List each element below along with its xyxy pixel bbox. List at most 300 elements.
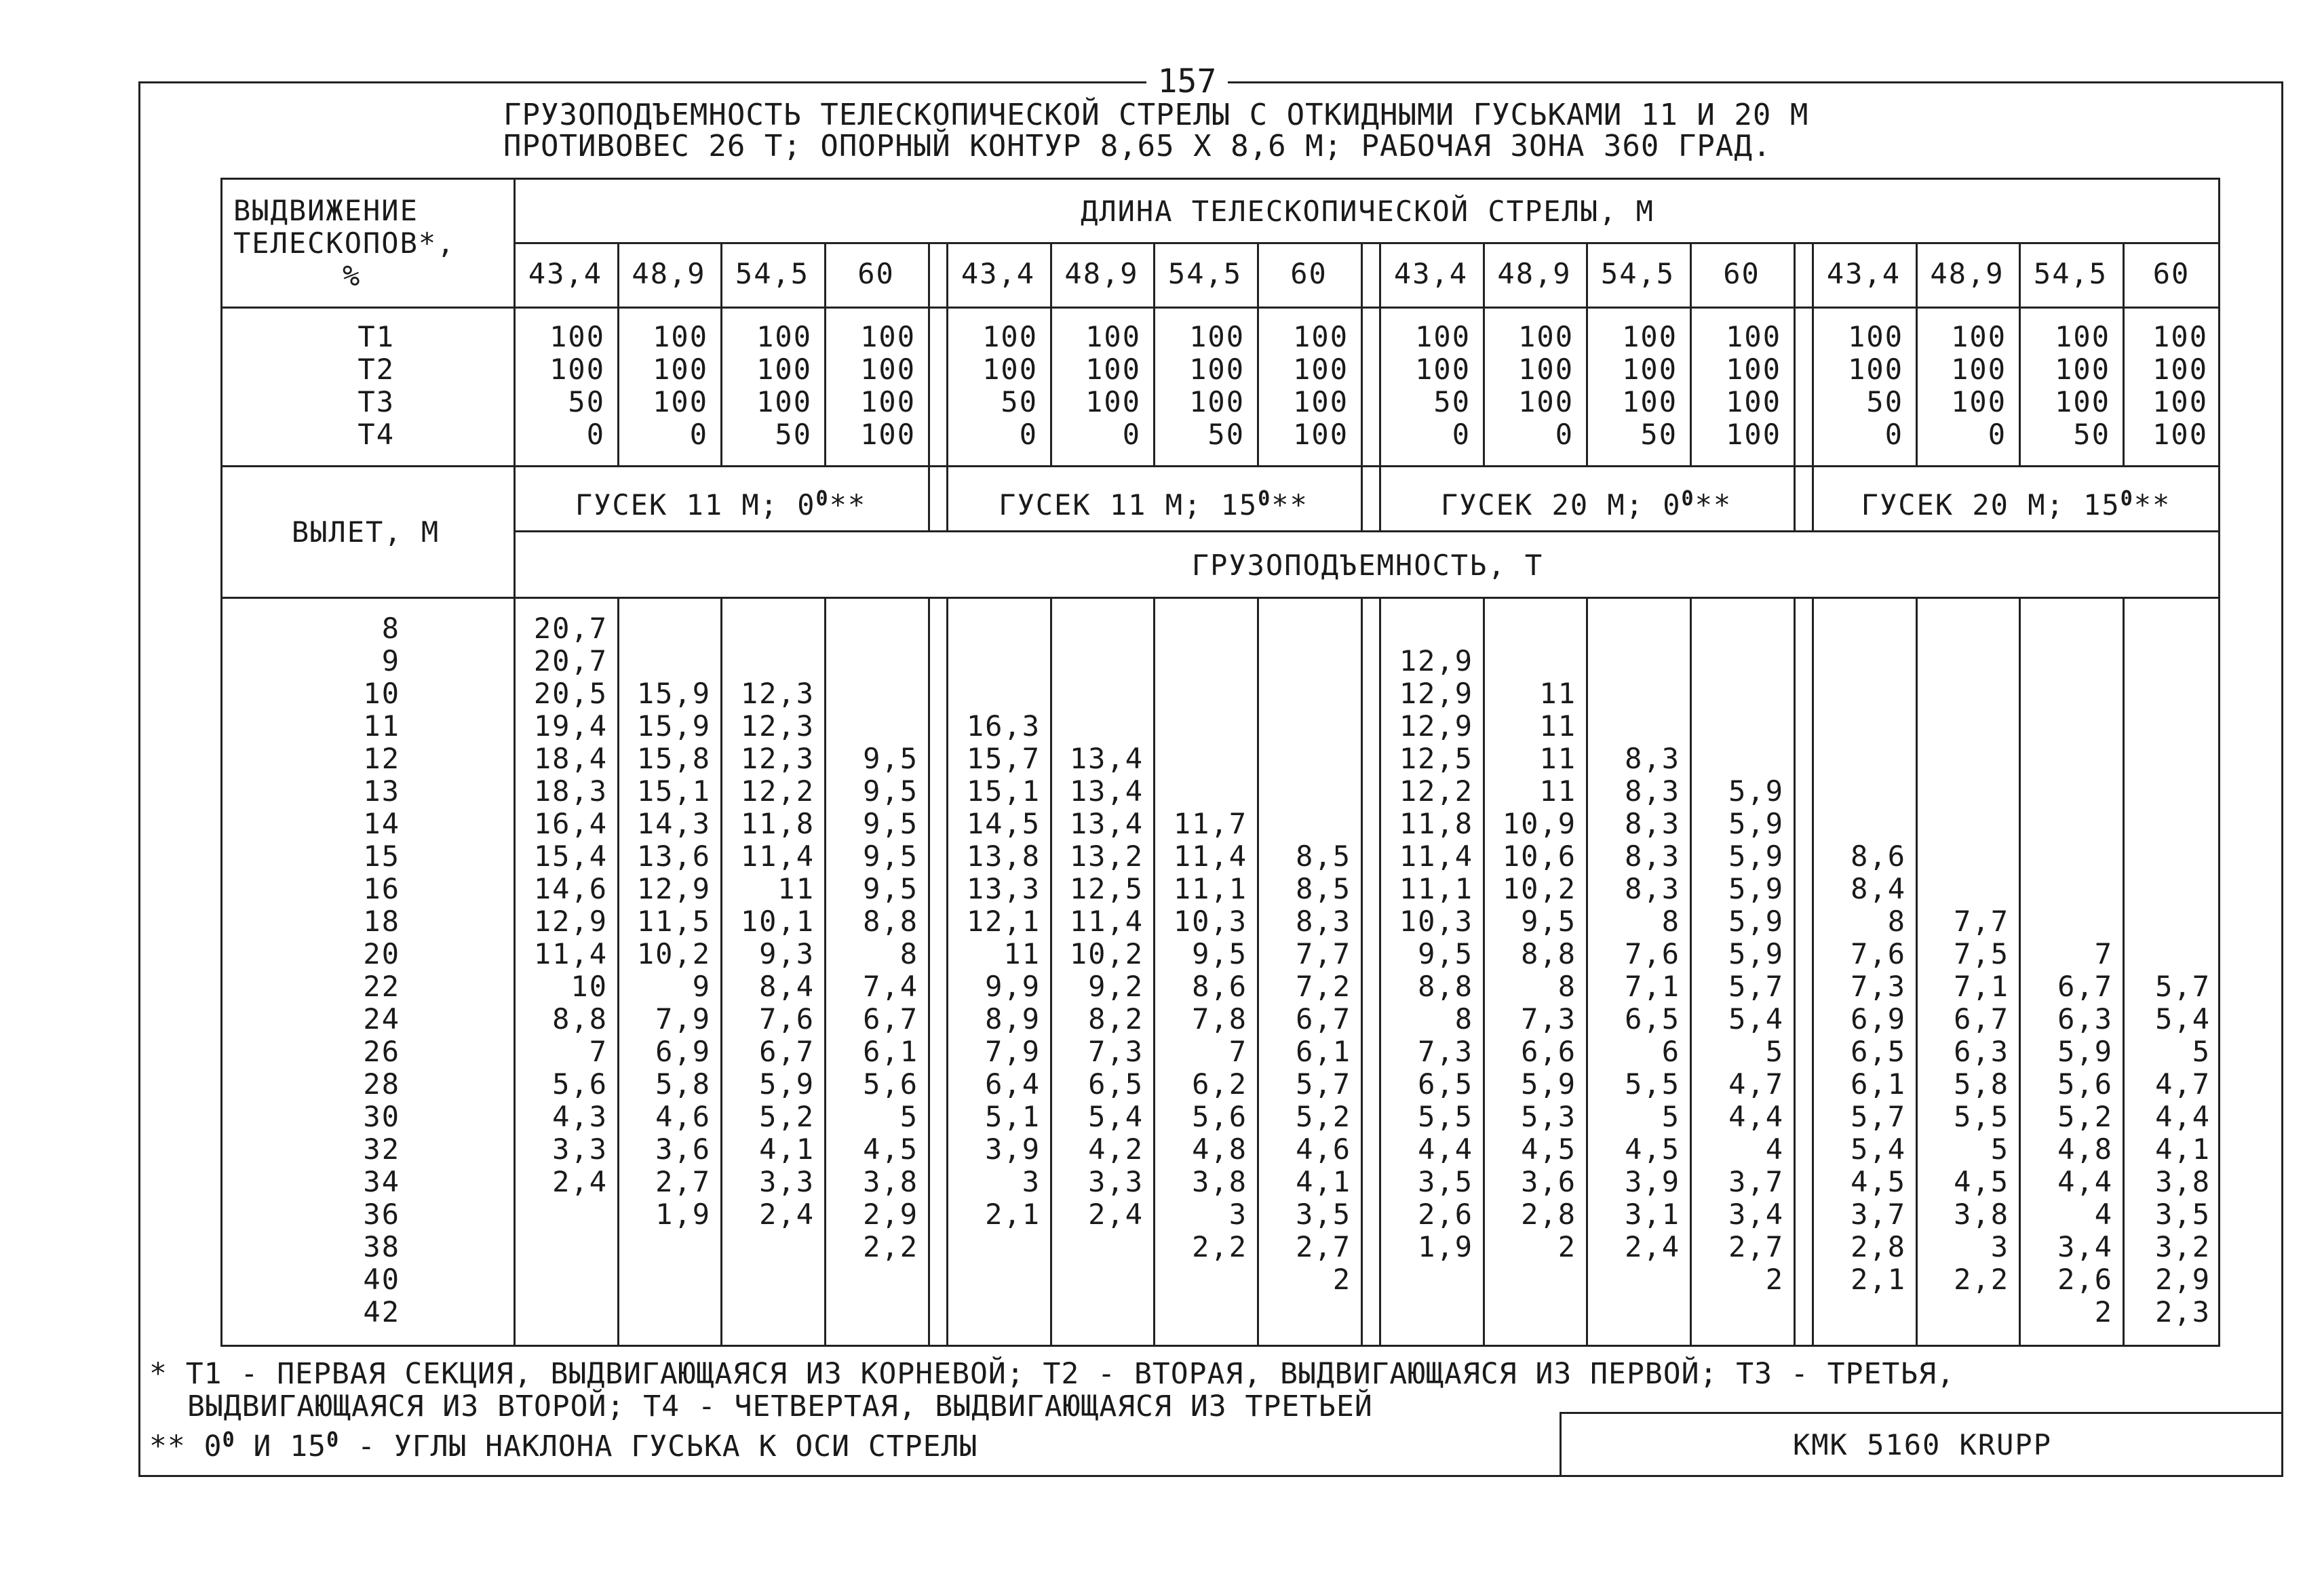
section-extension-value: 0 xyxy=(1555,418,1574,451)
capacity-value: 5 xyxy=(1990,1133,2009,1166)
section-extension-value: 100 xyxy=(2152,320,2208,353)
capacity-value: 5,7 xyxy=(2155,970,2211,1003)
capacity-value: 9,5 xyxy=(1418,937,1473,970)
capacity-value: 5,4 xyxy=(2155,1002,2211,1036)
capacity-value: 2 xyxy=(2094,1295,2113,1328)
capacity-value: 6,7 xyxy=(1954,1002,2009,1036)
capacity-value: 12,9 xyxy=(1399,677,1473,710)
jib-config-text: ГУСЕК 20 М; 15 xyxy=(1861,488,2120,521)
section-extension-value: 100 xyxy=(653,353,708,386)
section-label: T1 xyxy=(357,320,395,353)
section-extension-value: 100 xyxy=(2152,353,2208,386)
capacity-value: 2,7 xyxy=(655,1165,711,1198)
capacity-value: 8,8 xyxy=(863,905,918,938)
capacity-value: 15,8 xyxy=(636,742,711,775)
capacity-value: 5,9 xyxy=(1728,872,1784,905)
capacity-value: 3,1 xyxy=(1625,1198,1680,1231)
capacity-value: 8,8 xyxy=(552,1002,608,1036)
reach-value: 28 xyxy=(363,1067,400,1101)
capacity-value: 6,5 xyxy=(1625,1002,1680,1036)
capacity-value: 5,9 xyxy=(2057,1035,2113,1068)
rule-lengths-bottom xyxy=(220,307,2220,309)
capacity-value: 11,8 xyxy=(1399,807,1473,840)
capacity-value: 2,8 xyxy=(1521,1198,1576,1231)
capacity-value: 5,9 xyxy=(1728,774,1784,808)
capacity-value: 3,3 xyxy=(552,1133,608,1166)
section-extension-value: 100 xyxy=(860,418,916,451)
capacity-value: 6,2 xyxy=(1192,1067,1247,1101)
section-extension-value: 100 xyxy=(2152,385,2208,418)
capacity-value: 3,8 xyxy=(1192,1165,1247,1198)
section-extension-value: 100 xyxy=(756,385,812,418)
capacity-value: 3,6 xyxy=(655,1133,711,1166)
boom-length-header: 48,9 xyxy=(1930,257,2005,290)
section-extension-value: 100 xyxy=(1622,385,1678,418)
capacity-value: 8,8 xyxy=(1521,937,1576,970)
section-extension-value: 50 xyxy=(1001,385,1038,418)
section-extension-value: 100 xyxy=(1293,353,1349,386)
jib-config-text: ГУСЕК 11 М; 15 xyxy=(999,488,1258,521)
capacity-value: 2,4 xyxy=(759,1198,815,1231)
capacity-value: 11,4 xyxy=(1173,840,1247,873)
capacity-value: 18,3 xyxy=(533,774,608,808)
capacity-value: 3,5 xyxy=(2155,1198,2211,1231)
section-extension-value: 100 xyxy=(1726,353,1781,386)
capacity-value: 2,1 xyxy=(985,1198,1041,1231)
capacity-value: 8,3 xyxy=(1625,774,1680,808)
capacity-value: 8 xyxy=(1454,1002,1473,1036)
capacity-value: 5,6 xyxy=(552,1067,608,1101)
footnote-mark: ** xyxy=(2133,488,2171,521)
capacity-value: 15,1 xyxy=(636,774,711,808)
reach-value: 36 xyxy=(363,1198,400,1231)
reach-value: 22 xyxy=(363,970,400,1003)
capacity-value: 4,4 xyxy=(2155,1100,2211,1133)
capacity-value: 5 xyxy=(1765,1035,1784,1068)
header-capacity: ГРУЗОПОДЪЕМНОСТЬ, Т xyxy=(1191,549,1544,582)
capacity-value: 2 xyxy=(1332,1263,1351,1296)
capacity-value: 2,2 xyxy=(1954,1263,2009,1296)
footnote-mark: ** xyxy=(1694,488,1732,521)
section-extension-value: 100 xyxy=(549,320,605,353)
capacity-value: 8 xyxy=(1887,905,1906,938)
section-label: T3 xyxy=(357,385,395,418)
section-extension-value: 100 xyxy=(1951,385,2007,418)
capacity-value: 16,4 xyxy=(533,807,608,840)
section-extension-value: 100 xyxy=(1848,320,1903,353)
capacity-value: 8,9 xyxy=(985,1002,1041,1036)
capacity-value: 19,4 xyxy=(533,709,608,743)
capacity-value: 13,2 xyxy=(1069,840,1144,873)
capacity-value: 6,9 xyxy=(655,1035,711,1068)
section-extension-value: 100 xyxy=(549,353,605,386)
capacity-value: 12,9 xyxy=(1399,644,1473,677)
capacity-value: 6 xyxy=(1661,1035,1680,1068)
reach-value: 24 xyxy=(363,1002,400,1036)
section-extension-value: 100 xyxy=(982,353,1038,386)
capacity-value: 7 xyxy=(2094,937,2113,970)
jib-config-text: ГУСЕК 20 М; 0 xyxy=(1440,488,1682,521)
capacity-value: 2,9 xyxy=(2155,1263,2211,1296)
capacity-value: 2 xyxy=(1765,1263,1784,1296)
reach-value: 26 xyxy=(363,1035,400,1068)
capacity-value: 8,3 xyxy=(1625,840,1680,873)
capacity-value: 15,1 xyxy=(966,774,1041,808)
rule-group-separator xyxy=(928,597,930,1347)
reach-value: 34 xyxy=(363,1165,400,1198)
capacity-value: 9,5 xyxy=(863,742,918,775)
capacity-value: 5,6 xyxy=(2057,1067,2113,1101)
capacity-value: 11,1 xyxy=(1173,872,1247,905)
capacity-value: 3,4 xyxy=(1728,1198,1784,1231)
reach-value: 10 xyxy=(363,677,400,710)
capacity-value: 10,6 xyxy=(1502,840,1576,873)
jib-config-text: ГУСЕК 11 М; 0 xyxy=(575,488,816,521)
capacity-value: 4,5 xyxy=(1521,1133,1576,1166)
rule-lengths-top xyxy=(514,242,2220,244)
capacity-value: 7,7 xyxy=(1296,937,1351,970)
section-extension-value: 100 xyxy=(2152,418,2208,451)
capacity-value: 5,2 xyxy=(1296,1100,1351,1133)
section-extension-value: 100 xyxy=(1415,320,1471,353)
capacity-value: 5 xyxy=(899,1100,918,1133)
capacity-value: 7 xyxy=(1228,1035,1247,1068)
capacity-value: 4,5 xyxy=(863,1133,918,1166)
jib-config-header xyxy=(1812,483,2220,521)
capacity-value: 3,3 xyxy=(759,1165,815,1198)
rule-capacity-bottom xyxy=(220,597,2220,599)
capacity-value: 8,3 xyxy=(1625,872,1680,905)
capacity-value: 13,4 xyxy=(1069,807,1144,840)
section-extension-value: 100 xyxy=(1293,418,1349,451)
capacity-value: 3,3 xyxy=(1088,1165,1144,1198)
section-extension-value: 100 xyxy=(860,385,916,418)
capacity-value: 3 xyxy=(1022,1165,1041,1198)
capacity-value: 5,4 xyxy=(1851,1133,1906,1166)
capacity-value: 7,3 xyxy=(1418,1035,1473,1068)
reach-value: 15 xyxy=(363,840,400,873)
section-extension-value: 50 xyxy=(1207,418,1245,451)
capacity-value: 11 xyxy=(1003,937,1041,970)
rule-group-separator xyxy=(1794,597,1796,1347)
boom-length-header: 43,4 xyxy=(961,257,1036,290)
reach-value: 30 xyxy=(363,1100,400,1133)
capacity-value: 5,7 xyxy=(1296,1067,1351,1101)
rule-jib-bottom xyxy=(514,530,2220,532)
section-extension-value: 100 xyxy=(1518,353,1574,386)
capacity-value: 4,1 xyxy=(2155,1133,2211,1166)
capacity-value: 7,8 xyxy=(1192,1002,1247,1036)
jib-config-header xyxy=(514,483,928,521)
capacity-value: 4,4 xyxy=(2057,1165,2113,1198)
capacity-value: 4,1 xyxy=(1296,1165,1351,1198)
section-extension-value: 0 xyxy=(689,418,708,451)
capacity-value: 8 xyxy=(1557,970,1576,1003)
capacity-value: 3,2 xyxy=(2155,1230,2211,1263)
capacity-value: 2,2 xyxy=(863,1230,918,1263)
capacity-value: 14,6 xyxy=(533,872,608,905)
section-extension-value: 100 xyxy=(1085,385,1141,418)
capacity-value: 4,3 xyxy=(552,1100,608,1133)
capacity-value: 11,8 xyxy=(740,807,815,840)
header-extension-line3: % xyxy=(343,259,362,292)
capacity-value: 7,1 xyxy=(1625,970,1680,1003)
section-extension-value: 50 xyxy=(568,385,605,418)
page-number: 157 xyxy=(1146,62,1228,100)
section-extension-value: 100 xyxy=(1726,320,1781,353)
degree-symbol: 0 xyxy=(1681,487,1695,511)
section-extension-value: 0 xyxy=(1884,418,1903,451)
capacity-value: 13,4 xyxy=(1069,774,1144,808)
capacity-value: 7,1 xyxy=(1954,970,2009,1003)
capacity-value: 12,1 xyxy=(966,905,1041,938)
footnote-2: ВЫДВИГАЮЩАЯСЯ ИЗ ВТОРОЙ; T4 - ЧЕТВЕРТАЯ, ВЫДВИГАЮЩАЯСЯ ИЗ ТРЕТЬЕЙ xyxy=(187,1390,1373,1423)
capacity-value: 5,9 xyxy=(1521,1067,1576,1101)
capacity-value: 3,9 xyxy=(1625,1165,1680,1198)
section-extension-value: 100 xyxy=(653,385,708,418)
capacity-value: 15,9 xyxy=(636,677,711,710)
capacity-value: 5,2 xyxy=(2057,1100,2113,1133)
section-extension-value: 100 xyxy=(1951,353,2007,386)
reach-value: 11 xyxy=(363,709,400,743)
section-extension-value: 100 xyxy=(982,320,1038,353)
rule-group-separator xyxy=(1794,242,1796,530)
capacity-value: 5,4 xyxy=(1728,1002,1784,1036)
capacity-value: 5,9 xyxy=(1728,807,1784,840)
section-extension-value: 100 xyxy=(1518,320,1574,353)
capacity-value: 1,9 xyxy=(1418,1230,1473,1263)
capacity-value: 9,2 xyxy=(1088,970,1144,1003)
capacity-value: 3,4 xyxy=(2057,1230,2113,1263)
capacity-value: 6,1 xyxy=(1851,1067,1906,1101)
reach-value: 42 xyxy=(363,1295,400,1328)
capacity-value: 4,7 xyxy=(2155,1067,2211,1101)
capacity-value: 3,8 xyxy=(1954,1198,2009,1231)
jib-config-header xyxy=(1379,483,1794,521)
capacity-value: 7,2 xyxy=(1296,970,1351,1003)
capacity-value: 16,3 xyxy=(966,709,1041,743)
capacity-value: 6,5 xyxy=(1088,1067,1144,1101)
capacity-value: 4,4 xyxy=(1418,1133,1473,1166)
capacity-value: 13,6 xyxy=(636,840,711,873)
capacity-value: 6,5 xyxy=(1851,1035,1906,1068)
capacity-value: 6,9 xyxy=(1851,1002,1906,1036)
capacity-value: 9,5 xyxy=(1192,937,1247,970)
capacity-value: 5,7 xyxy=(1851,1100,1906,1133)
section-extension-value: 100 xyxy=(1189,320,1245,353)
capacity-value: 12,9 xyxy=(636,872,711,905)
capacity-value: 8,6 xyxy=(1192,970,1247,1003)
capacity-value: 6,1 xyxy=(1296,1035,1351,1068)
section-extension-value: 0 xyxy=(586,418,605,451)
capacity-value: 12,3 xyxy=(740,709,815,743)
capacity-value: 20,7 xyxy=(533,612,608,645)
reach-value: 8 xyxy=(381,612,400,645)
reach-value: 20 xyxy=(363,937,400,970)
section-label: T2 xyxy=(357,353,395,386)
section-extension-value: 100 xyxy=(1622,320,1678,353)
section-extension-value: 50 xyxy=(1640,418,1678,451)
capacity-value: 6,6 xyxy=(1521,1035,1576,1068)
section-extension-value: 50 xyxy=(1433,385,1471,418)
capacity-value: 2,7 xyxy=(1296,1230,1351,1263)
section-extension-value: 0 xyxy=(1988,418,2007,451)
rule-group-separator xyxy=(1361,242,1363,530)
capacity-value: 8,8 xyxy=(1418,970,1473,1003)
capacity-value: 6,5 xyxy=(1418,1067,1473,1101)
section-extension-value: 100 xyxy=(860,320,916,353)
capacity-value: 7,5 xyxy=(1954,937,2009,970)
capacity-value: 13,4 xyxy=(1069,742,1144,775)
capacity-value: 4 xyxy=(1765,1133,1784,1166)
capacity-value: 10,9 xyxy=(1502,807,1576,840)
capacity-value: 8,6 xyxy=(1851,840,1906,873)
capacity-value: 4,8 xyxy=(1192,1133,1247,1166)
boom-length-header: 48,9 xyxy=(1497,257,1572,290)
section-extension-value: 0 xyxy=(1452,418,1471,451)
section-extension-value: 100 xyxy=(2055,353,2110,386)
boom-length-header: 43,4 xyxy=(1826,257,1901,290)
capacity-value: 2,2 xyxy=(1192,1230,1247,1263)
degree-symbol: 0 xyxy=(1258,487,1272,511)
page-title: ГРУЗОПОДЪЕМНОСТЬ ТЕЛЕСКОПИЧЕСКОЙ СТРЕЛЫ С ОТКИДНЫМИ ГУСЬКАМИ 11 И 20 М xyxy=(503,98,1809,132)
page-subtitle: ПРОТИВОВЕС 26 Т; ОПОРНЫЙ КОНТУР 8,65 Х 8,6 М; РАБОЧАЯ ЗОНА 360 ГРАД. xyxy=(503,129,1772,163)
boom-length-header: 43,4 xyxy=(528,257,603,290)
capacity-value: 2,1 xyxy=(1851,1263,1906,1296)
capacity-value: 13,8 xyxy=(966,840,1041,873)
capacity-value: 8,5 xyxy=(1296,872,1351,905)
model-box xyxy=(1560,1412,2283,1477)
rule-group-separator xyxy=(928,242,930,530)
section-extension-value: 100 xyxy=(1622,353,1678,386)
capacity-value: 6,3 xyxy=(1954,1035,2009,1068)
capacity-value: 8,4 xyxy=(759,970,815,1003)
capacity-value: 7,9 xyxy=(985,1035,1041,1068)
capacity-value: 5 xyxy=(2192,1035,2211,1068)
section-extension-value: 50 xyxy=(2073,418,2110,451)
capacity-value: 3,9 xyxy=(985,1133,1041,1166)
reach-value: 40 xyxy=(363,1263,400,1296)
capacity-value: 2,9 xyxy=(863,1198,918,1231)
capacity-value: 3,5 xyxy=(1418,1165,1473,1198)
capacity-value: 5,9 xyxy=(1728,937,1784,970)
capacity-value: 6,4 xyxy=(985,1067,1041,1101)
degree-symbol: 0 xyxy=(815,487,830,511)
section-extension-value: 100 xyxy=(1293,385,1349,418)
capacity-value: 11,4 xyxy=(1069,905,1144,938)
capacity-value: 10,3 xyxy=(1173,905,1247,938)
section-extension-value: 50 xyxy=(1866,385,1903,418)
capacity-value: 3,6 xyxy=(1521,1165,1576,1198)
capacity-value: 15,4 xyxy=(533,840,608,873)
capacity-value: 5,4 xyxy=(1088,1100,1144,1133)
section-extension-value: 100 xyxy=(1189,353,1245,386)
section-extension-value: 100 xyxy=(756,353,812,386)
capacity-value: 20,7 xyxy=(533,644,608,677)
reach-value: 13 xyxy=(363,774,400,808)
capacity-value: 7 xyxy=(589,1035,608,1068)
capacity-value: 9,9 xyxy=(985,970,1041,1003)
capacity-value: 5,5 xyxy=(1625,1067,1680,1101)
capacity-value: 11,1 xyxy=(1399,872,1473,905)
capacity-value: 12,5 xyxy=(1069,872,1144,905)
capacity-value: 6,3 xyxy=(2057,1002,2113,1036)
capacity-value: 11,4 xyxy=(533,937,608,970)
capacity-value: 4,5 xyxy=(1954,1165,2009,1198)
boom-length-header: 54,5 xyxy=(1167,257,1243,290)
boom-length-header: 54,5 xyxy=(1600,257,1676,290)
capacity-value: 14,3 xyxy=(636,807,711,840)
footnote-1: * T1 - ПЕРВАЯ СЕКЦИЯ, ВЫДВИГАЮЩАЯСЯ ИЗ КОРНЕВОЙ; T2 - ВТОРАЯ, ВЫДВИГАЮЩАЯСЯ ИЗ ПЕРВОЙ; T3 - ТРЕТЬЯ, xyxy=(149,1357,1955,1391)
capacity-value: 18,4 xyxy=(533,742,608,775)
capacity-value: 6,1 xyxy=(863,1035,918,1068)
header-extension-line1: ВЫДВИЖЕНИЕ xyxy=(233,194,419,227)
capacity-value: 3,7 xyxy=(1728,1165,1784,1198)
reach-value: 9 xyxy=(381,644,400,677)
capacity-value: 11,7 xyxy=(1173,807,1247,840)
section-extension-value: 100 xyxy=(1189,385,1245,418)
capacity-value: 4,4 xyxy=(1728,1100,1784,1133)
capacity-value: 7,6 xyxy=(1851,937,1906,970)
capacity-value: 11 xyxy=(1539,677,1576,710)
boom-length-header: 43,4 xyxy=(1393,257,1469,290)
capacity-value: 11,4 xyxy=(1399,840,1473,873)
boom-length-header: 54,5 xyxy=(2033,257,2108,290)
reach-value: 16 xyxy=(363,872,400,905)
capacity-value: 7,6 xyxy=(759,1002,815,1036)
capacity-value: 9,5 xyxy=(863,807,918,840)
capacity-value: 5,2 xyxy=(759,1100,815,1133)
capacity-value: 12,3 xyxy=(740,677,815,710)
capacity-value: 3 xyxy=(1990,1230,2009,1263)
capacity-value: 10,2 xyxy=(1502,872,1576,905)
capacity-value: 5,8 xyxy=(655,1067,711,1101)
section-extension-value: 100 xyxy=(756,320,812,353)
capacity-value: 5,5 xyxy=(1418,1100,1473,1133)
capacity-value: 12,2 xyxy=(1399,774,1473,808)
rule-group-separator xyxy=(1361,597,1363,1347)
capacity-value: 4,6 xyxy=(655,1100,711,1133)
capacity-value: 11,5 xyxy=(636,905,711,938)
capacity-value: 2,7 xyxy=(1728,1230,1784,1263)
capacity-value: 5,6 xyxy=(1192,1100,1247,1133)
capacity-value: 4,5 xyxy=(1625,1133,1680,1166)
footnote-mark: ** xyxy=(1271,488,1309,521)
section-extension-value: 100 xyxy=(2055,320,2110,353)
capacity-value: 8,3 xyxy=(1625,807,1680,840)
capacity-value: 8,3 xyxy=(1625,742,1680,775)
header-reach: ВЫЛЕТ, М xyxy=(291,515,440,549)
capacity-value: 14,5 xyxy=(966,807,1041,840)
capacity-value: 1,9 xyxy=(655,1198,711,1231)
capacity-value: 6,7 xyxy=(759,1035,815,1068)
capacity-value: 6,7 xyxy=(2057,970,2113,1003)
footnote-mark: ** xyxy=(829,488,867,521)
capacity-value: 11 xyxy=(777,872,815,905)
capacity-value: 7,7 xyxy=(1954,905,2009,938)
reach-value: 32 xyxy=(363,1133,400,1166)
section-extension-value: 100 xyxy=(1415,353,1471,386)
capacity-value: 11,4 xyxy=(740,840,815,873)
capacity-value: 6,7 xyxy=(863,1002,918,1036)
capacity-value: 12,5 xyxy=(1399,742,1473,775)
capacity-value: 2,3 xyxy=(2155,1295,2211,1328)
header-extension-line2: ТЕЛЕСКОПОВ*, xyxy=(233,227,456,260)
capacity-value: 12,9 xyxy=(1399,709,1473,743)
section-extension-value: 100 xyxy=(1293,320,1349,353)
capacity-value: 2 xyxy=(1557,1230,1576,1263)
capacity-value: 3,7 xyxy=(1851,1198,1906,1231)
